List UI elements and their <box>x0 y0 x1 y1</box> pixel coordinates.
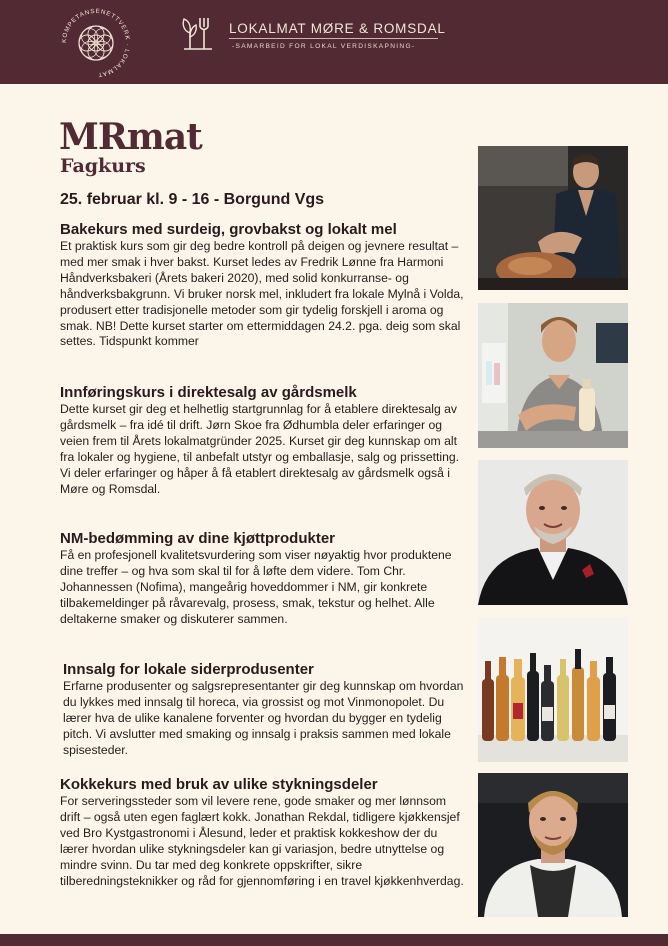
brand-title: LOKALMAT MØRE & ROMSDAL <box>229 21 446 36</box>
section-bakekurs <box>60 221 465 350</box>
sprout-fork-logo-icon <box>180 15 216 51</box>
svg-text:KOMPETANSENETTVERK · LOKALMAT <box>61 8 131 78</box>
section-body: Erfarne produsenter og salgsrepresentanter gir deg kunnskap om hvordan du lykkes med innsalg til horeca, via grossist og mot Vinmonopolet. Du lærer hva de ulike kanalene forventer og hvordan du bygger en tydelig pitch. Vi avslutter med smaking og innsalg i praksis sammen med lokale spisesteder. <box>63 679 464 757</box>
section-heading: Innføringskurs i direktesalg av gårdsmelk <box>60 384 357 401</box>
section-kokkekurs <box>60 776 465 889</box>
section-body: Få en profesjonell kvalitetsvurdering som viser nøyaktig hvor produktene dine treffer – og hva som skal til for å løfte dem videre. Tom Chr. Johannessen (Nofima), mangeårig hoveddommer i NM, gir konkrete tilbakemeldinger på råvarevalg, prosess, smak, tekstur og helhet. Alle deltakerne smaker og diskuterer sammen. <box>60 548 452 626</box>
section-heading: Kokkekurs med bruk av ulike stykningsdeler <box>60 776 378 793</box>
kompetansenettverk-emblem-icon <box>58 5 134 81</box>
brand-subtitle: -SAMARBEID FOR LOKAL VERDISKAPNING- <box>232 43 416 50</box>
page-title: MRmat <box>59 116 202 158</box>
section-body: For serveringssteder som vil levere rene, gode smaker og mer lønnsom drift – også uten egen faglært kokk. Jonathan Rekdal, tidligere kjøkkensjef ved Bro Kystgastronomi i Ålesund, leder et praktisk kokkeshow der du lærer hvordan ulike stykningsdeler kan gi variasjon, bedre utnyttelse og mindre svinn. Du tar med deg konkrete oppskrifter, sikre tilberedningsteknikker og råd for gjennomføring i en travel kjøkkenhverdag. <box>60 794 464 888</box>
footer-bar <box>0 934 668 946</box>
section-body: Dette kurset gir deg et helhetlig startgrunnlag for å etablere direktesalg av gårdsmelk – fra idé til drift. Jørn Skoe fra Ødhumbla deler erfaringer og veien frem til Årets lokalmatgründer 2025. Kurset gir deg kunnskap om alt fra lokaler og hygiene, til anbefalt utstyr og emballasje, salg og prissetting. Vi deler erfaringer og håper å få etablert direktesalg av gårdsmelk også i Møre og Romsdal. <box>60 402 460 496</box>
brand-divider <box>229 38 438 39</box>
section-kjottprodukter <box>60 530 465 628</box>
header-bar <box>0 0 668 84</box>
section-body: Et praktisk kurs som gir deg bedre kontroll på deigen og jevnere resultat – med mer smak i hver bakst. Kurset ledes av Fredrik Lønne fra Harmoni Håndverksbakeri (Årets bakeri 2020), med solid konkurranse- og håndverksbakgrunn. Vi bruker norsk mel, inkludert fra lokale Mylnå i Volda, produsert etter tradisjonelle metoder som gir tydelig forskjell i aroma og smak. NB! Dette kurset starter om ettermiddagen 24.2. pga. deig som skal settes. Tidspunkt kommer <box>60 239 464 349</box>
emblem-text: KOMPETANSENETTVERK · LOKALMAT <box>60 7 132 79</box>
section-gardsmelk <box>60 384 465 497</box>
photo-judge <box>478 460 628 605</box>
page-subtitle: Fagkurs <box>60 155 146 177</box>
event-dateline: 25. februar kl. 9 - 16 - Borgund Vgs <box>60 191 325 208</box>
section-heading: Innsalg for lokale siderprodusenter <box>63 661 314 678</box>
photo-dairy-farmer <box>478 303 628 448</box>
photo-chef <box>478 773 628 917</box>
section-heading: Bakekurs med surdeig, grovbakst og lokalt mel <box>60 221 397 238</box>
section-heading: NM-bedømming av dine kjøttprodukter <box>60 530 336 547</box>
section-siderprodusenter <box>63 661 468 759</box>
photo-cider-bottles <box>478 617 628 762</box>
photo-baker <box>478 146 628 290</box>
